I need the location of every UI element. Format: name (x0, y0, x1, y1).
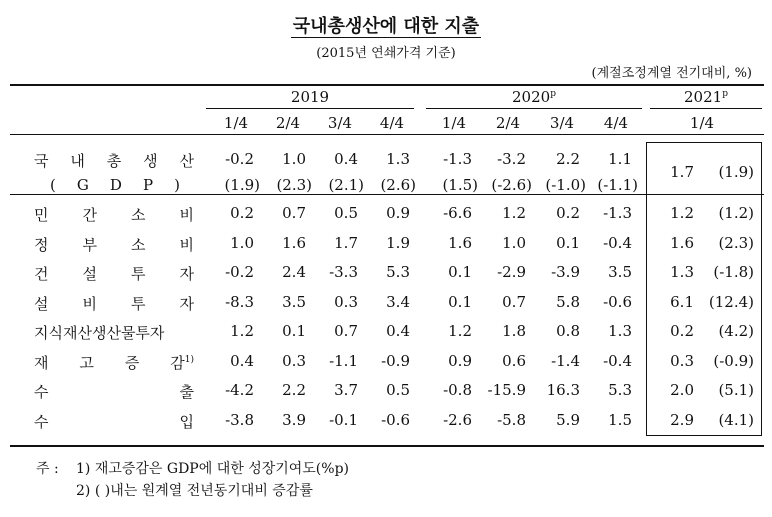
row-value: 0.4 (230, 352, 254, 370)
row-value: 0.2 (556, 204, 580, 222)
row-2021-value: 1.3 (670, 263, 694, 281)
row-value: -15.9 (487, 381, 526, 399)
row-value: 0.1 (448, 263, 472, 281)
quarter-header: 1/4 (441, 114, 467, 132)
year-2021: 2021$^p$ (684, 88, 728, 106)
row-value: -0.2 (225, 263, 254, 281)
gdp-yoy: (1.5) (442, 176, 478, 194)
row-value: 0.5 (334, 204, 358, 222)
year-2019: 2019 (290, 88, 330, 106)
row-2021-value: 1.6 (670, 234, 694, 252)
unit-label: (계절조정계열 전기대비, %) (591, 66, 752, 81)
quarter-header: 4/4 (379, 114, 405, 132)
row-value: 2.2 (282, 381, 306, 399)
note-1: 1) 재고증감은 GDP에 대한 성장기여도(%p) (76, 461, 349, 477)
row-2021-value: 6.1 (670, 293, 694, 311)
row-value: 3.7 (334, 381, 358, 399)
gdp-2021-yoy: (1.9) (718, 163, 754, 181)
gdp-yoy: (-1.0) (545, 176, 586, 194)
row-value: -0.9 (381, 352, 410, 370)
row-value: -0.4 (603, 234, 632, 252)
gdp-value: -3.2 (497, 150, 526, 168)
row-value: 1.2 (502, 204, 526, 222)
row-2021-yoy: (1.2) (718, 204, 754, 222)
row-value: 1.2 (230, 322, 254, 340)
row-value: 16.3 (546, 381, 580, 399)
row-value: 0.8 (556, 322, 580, 340)
row-label: 정 부 소 비 (34, 236, 194, 254)
row-value: -6.6 (443, 204, 472, 222)
row-label: 설 비 투 자 (34, 295, 194, 313)
note-2: 2) ( )내는 원계열 전년동기대비 증감률 (76, 483, 313, 499)
row-value: 1.0 (230, 234, 254, 252)
row-value: 0.3 (334, 293, 358, 311)
row-2021-value: 2.9 (670, 411, 694, 429)
row-value: -5.8 (497, 411, 526, 429)
gdp-value: 1.1 (608, 150, 632, 168)
row-value: 5.9 (556, 411, 580, 429)
row-2021-value: 1.2 (670, 204, 694, 222)
row-value: 0.1 (282, 322, 306, 340)
row-value: -3.8 (225, 411, 254, 429)
quarter-header: 3/4 (327, 114, 353, 132)
row-value: 0.7 (334, 322, 358, 340)
row-label: 수 출 (34, 383, 194, 401)
row-2021-yoy: (-0.9) (713, 352, 754, 370)
row-value: 5.3 (608, 381, 632, 399)
gdp-value: 0.4 (334, 150, 358, 168)
row-value: -2.9 (497, 263, 526, 281)
row-2021-value: 0.2 (670, 322, 694, 340)
gdp-yoy: (-2.6) (491, 176, 532, 194)
row-value: -3.9 (551, 263, 580, 281)
row-value: -1.3 (603, 204, 632, 222)
year-underline-2019 (206, 108, 414, 109)
row-2021-yoy: (2.3) (718, 234, 754, 252)
row-label: 건 설 투 자 (34, 265, 194, 283)
row-value: -0.6 (603, 293, 632, 311)
row-value: 3.5 (282, 293, 306, 311)
row-value: 0.1 (448, 293, 472, 311)
row-value: 0.9 (448, 352, 472, 370)
row-2021-value: 2.0 (670, 381, 694, 399)
table-title: 국내총생산에 대한 지출 (292, 16, 480, 37)
row-value: 1.6 (448, 234, 472, 252)
row-value: 1.8 (502, 322, 526, 340)
year-underline-2020 (426, 108, 642, 109)
row-value: 2.4 (282, 263, 306, 281)
row-value: 0.1 (556, 234, 580, 252)
row-value: 1.0 (502, 234, 526, 252)
row-value: 0.7 (502, 293, 526, 311)
row-value: 0.6 (502, 352, 526, 370)
row-value: 3.4 (386, 293, 410, 311)
row-label: 민 간 소 비 (34, 206, 194, 224)
row-2021-yoy: (-1.8) (713, 263, 754, 281)
gdp-yoy: (1.9) (224, 176, 260, 194)
quarter-header: 1/4 (689, 114, 715, 132)
row-2021-yoy: (4.2) (718, 322, 754, 340)
row-value: 1.3 (608, 322, 632, 340)
gdp-yoy: (2.6) (380, 176, 416, 194)
top-rule (10, 84, 764, 86)
row-value: -8.3 (225, 293, 254, 311)
bottom-rule (10, 445, 764, 447)
row-value: -0.6 (381, 411, 410, 429)
gdp-value: 2.2 (556, 150, 580, 168)
row-2021-yoy: (4.1) (718, 411, 754, 429)
row-value: 3.5 (608, 263, 632, 281)
gdp-yoy: (2.3) (276, 176, 312, 194)
row-value: 0.7 (282, 204, 306, 222)
row-2021-yoy: (5.1) (718, 381, 754, 399)
row-value: 3.9 (282, 411, 306, 429)
gdp-value: 1.0 (282, 150, 306, 168)
row-value: 5.3 (386, 263, 410, 281)
row-label: 재 고 증 감$^{1)}$ (34, 354, 194, 372)
gdp-sublabel: ( G D P ) (50, 176, 180, 194)
row-value: 0.2 (230, 204, 254, 222)
quarter-header: 1/4 (223, 114, 249, 132)
row-value: 0.3 (282, 352, 306, 370)
row-label: 지식재산생산물투자 (34, 324, 165, 342)
gdp-value: -1.3 (443, 150, 472, 168)
row-value: -3.3 (329, 263, 358, 281)
quarter-header: 2/4 (495, 114, 521, 132)
gdp-yoy: (-1.1) (597, 176, 638, 194)
row-value: -0.4 (603, 352, 632, 370)
quarter-header: 4/4 (603, 114, 629, 132)
row-value: -2.6 (443, 411, 472, 429)
table-subtitle: (2015년 연쇄가격 기준) (316, 46, 456, 61)
gdp-yoy: (2.1) (328, 176, 364, 194)
note-prefix: 주 : (36, 461, 59, 477)
header-rule (10, 134, 764, 135)
row-value: 0.5 (386, 381, 410, 399)
year-underline-2021 (650, 108, 762, 109)
row-2021-yoy: (12.4) (708, 293, 754, 311)
quarter-header: 2/4 (275, 114, 301, 132)
year-2020: 2020$^p$ (512, 88, 556, 106)
row-2021-value: 0.3 (670, 352, 694, 370)
row-value: 1.2 (448, 322, 472, 340)
gdp-2021-value: 1.7 (670, 163, 694, 181)
row-value: 0.9 (386, 204, 410, 222)
row-value: 5.8 (556, 293, 580, 311)
quarter-header: 3/4 (549, 114, 575, 132)
row-label: 수 입 (34, 413, 194, 431)
row-value: 0.4 (386, 322, 410, 340)
row-value: -4.2 (225, 381, 254, 399)
row-value: -1.4 (551, 352, 580, 370)
gdp-label: 국 내 총 생 산 (34, 152, 194, 170)
row-value: -1.1 (329, 352, 358, 370)
row-value: 1.9 (386, 234, 410, 252)
row-value: -0.1 (329, 411, 358, 429)
row-value: 1.7 (334, 234, 358, 252)
row-value: 1.5 (608, 411, 632, 429)
row-value: 1.6 (282, 234, 306, 252)
gdp-value: -0.2 (225, 150, 254, 168)
row-value: -0.8 (443, 381, 472, 399)
gdp-value: 1.3 (386, 150, 410, 168)
